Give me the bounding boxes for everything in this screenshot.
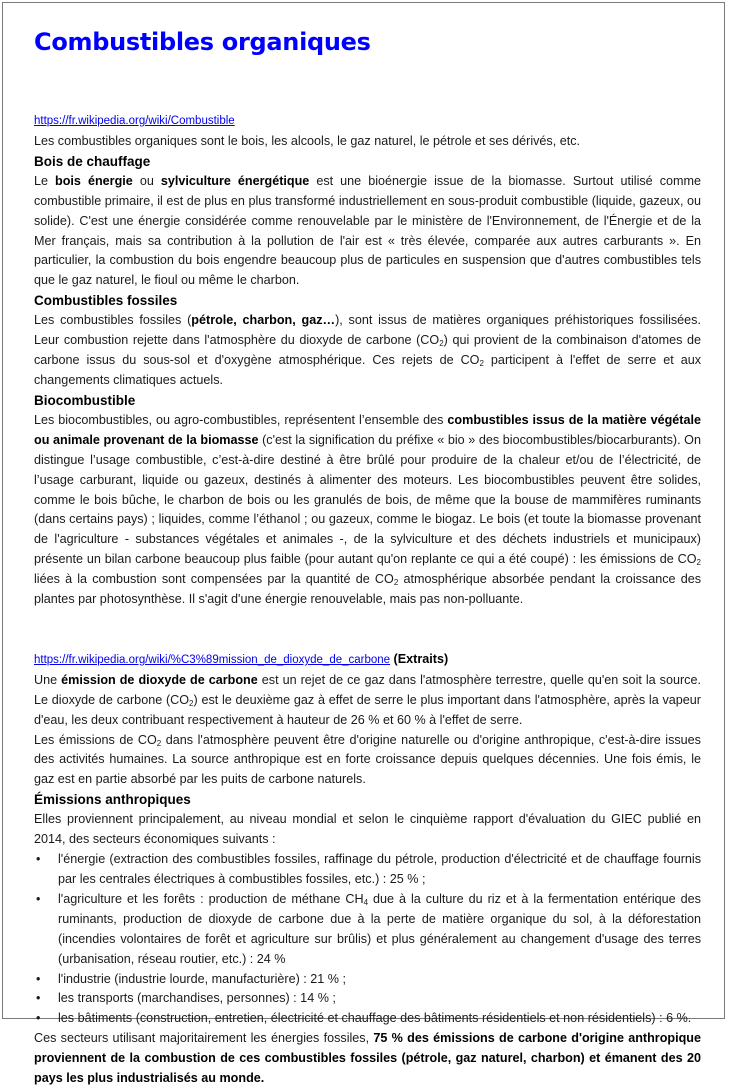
link-emission-co2[interactable]: https://fr.wikipedia.org/wiki/%C3%89mission_de_dioxyde_de_carbone [34,653,391,666]
paragraph-conclusion: Ces secteurs utilisant majoritairement les énergies fossiles, 75 % des émissions de carbone d'origine anthropique proviennent de la combustion de ces combustibles fossiles (pétrole, gaz naturel, charbon) et émanent des 20 pays les plus industrialisés au monde. [34,1031,701,1086]
paragraph-emission: Une émission de dioxyde de carbone est un rejet de ce gaz dans l'atmosphère terrestre, quelle qu'en soit la source. Le dioxyde de carbone $(CO_2)$ est le deuxième gaz à effet de serre le plus important dans l'atmosphère, après la vapeur d'eau, les deux contribuant respectivement à hauteur de 26 % et 60 % à l'effet de serre. [34,672,701,727]
extraits-label: (Extraits) [390,651,449,666]
sector-list [34,850,701,1029]
bullet-icon: • [36,991,41,1006]
heading-bois: Bois de chauffage [34,153,151,169]
link-combustible[interactable]: https://fr.wikipedia.org/wiki/Combustible [34,115,235,127]
document-page [2,2,725,1086]
paragraph-origines: Les émissions de $CO_2$ dans l'atmosphère peuvent être d'origine naturelle ou d'origine anthropique, c'est-à-dire issues des activités humaines. La source anthropique est en forte croissance depuis quelques décennies. Une fois émis, le gaz est en partie absorbé par les puits de carbone naturels. [34,732,701,787]
list-item: • les transports (marchandises, personnes) : 14 % ; [34,989,701,1009]
bullet-icon: • [36,971,41,986]
list-item: • les bâtiments (construction, entretien, électricité et chauffage des bâtiments résidentiels et non résidentiels) : 6 %. [34,1009,701,1029]
bullet-icon: • [36,852,41,867]
heading-emissions-anthropiques: Émissions anthropiques [34,792,191,808]
bullet-icon: • [36,891,41,906]
page-title: Combustibles organiques [34,28,371,56]
paragraph-biocombustible: Les biocombustibles, ou agro-combustibles, représentent l’ensemble des combustibles issus de la matière végétale ou animale provenant de la biomasse (c'est la signification du préfixe « bio » des biocombustibles/biocarburants). On distingue l’usage combustible, c’est-à-dire destiné à être brûlé pour produire de la chaleur et/ou de l’électricité, de l’usage carburant, liquide ou gazeux, destinés à alimenter des moteurs. Les biocombustibles peuvent être solides, comme le bois bûche, le charbon de bois ou les granulés de bois, de même que la bouse de mammifères ruminants (dans certains pays) ; liquides, comme l’éthanol ; ou gazeux, comme le biogaz. Le bois (et toute la biomasse provenant de l'agriculture - substances végétales et animales -, de la sylviculture et des déchets industriels et municipaux) présente un bilan carbone beaucoup plus faible (pour autant qu'on replante ce qui a été coupé) : les émissions de $CO_2$ liées à la combustion sont compensées par la quantité de $CO_2$ atmosphérique absorbée pendant la croissance des plantes par photosynthèse. Il s'agit d'une énergie renouvelable, mais pas non-polluante. [34,412,701,607]
heading-fossiles: Combustibles fossiles [34,293,178,309]
list-item: • l'agriculture et les forêts : production de méthane $CH_4$ due à la culture du riz et à la fermentation entérique des ruminants, production de dioxyde de carbone due à la perte de matière organique du sol, à la déforestation (incendies volontaires de forêt et agriculture sur brûlis) et plus généralement au changement d'usage des terres (urbanisation, réseau routier, etc.) : 24 % [36,891,701,966]
source-line [34,650,701,671]
intro-paragraph: Les combustibles organiques sont le bois, les alcools, le gaz naturel, le pétrole et ses dérivés, etc. [34,133,581,148]
list-item: • l'énergie (extraction des combustibles fossiles, raffinage du pétrole, production d'électricité et de chauffage fournis par les centrales électriques à combustibles fossiles, etc.) : 25 % ; [36,852,701,886]
paragraph-secteurs-intro: Elles proviennent principalement, au niveau mondial et selon le cinquième rapport d'évaluation du GIEC publié en 2014, des secteurs économiques suivants : [34,812,701,847]
list-item: • l'industrie (industrie lourde, manufacturière) : 21 % ; [34,970,701,990]
paragraph-fossiles: Les combustibles fossiles (pétrole, charbon, gaz…), sont issus de matières organiques préhistoriques fossilisées. Leur combustion rejette dans l'atmosphère du dioxyde de carbone $(CO_2)$ qui provient de la combinaison d'atomes de carbone issus du sous-sol et d'oxygène atmosphérique. Ces rejets de $CO_2$ participent à l'effet de serre et aux changements climatiques actuels. [34,313,702,387]
document-content [34,3,701,1089]
paragraph-bois: Le bois énergie ou sylviculture énergétique est une bioénergie issue de la biomasse. Surtout utilisé comme combustible primaire, il est de plus en plus transformé industriellement en sous-produit combustible (liquide, gazeux, ou solide). C'est une énergie considérée comme renouvelable par le ministère de l'Environnement, de l'Énergie et de la Mer français, mais sa contribution à la pollution de l'air est « très élevée, comparée aux autres carburants ». En particulier, la combustion du bois engendre beaucoup plus de particules en suspension que d'autres combustibles tels que le gaz naturel, le fioul ou même le charbon. [34,173,701,288]
heading-biocombustible: Biocombustible [34,392,136,408]
bullet-icon: • [36,1011,41,1026]
